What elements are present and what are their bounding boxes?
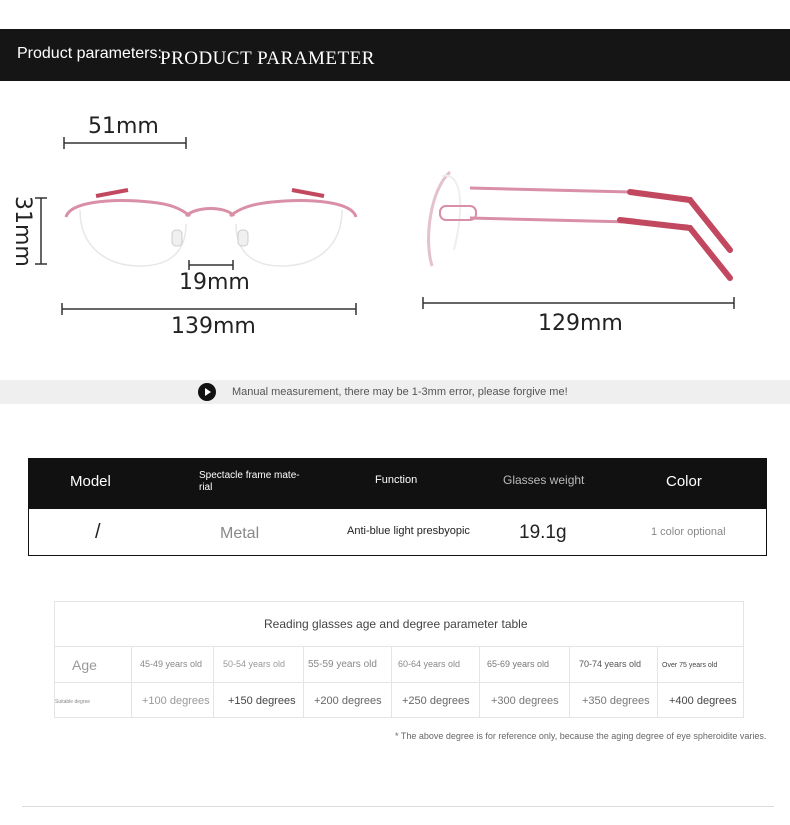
degree-col-5: +300 degrees: [491, 695, 559, 707]
function-value: Anti-blue light presbyopic: [347, 525, 470, 537]
glasses-weight-value: 19.1g: [519, 522, 567, 543]
degree-col-7: +400 degrees: [669, 695, 737, 707]
degree-col-4: +250 degrees: [402, 695, 470, 707]
age-col-2: 50-54 years old: [223, 659, 286, 669]
header-function: Function: [375, 474, 418, 486]
header-glasses-weight: Glasses weight: [503, 473, 585, 487]
lens-height-label: 31mm: [10, 196, 35, 267]
age-col-5: 65-69 years old: [487, 659, 550, 669]
measurement-note-text: Manual measurement, there may be 1-3mm error, please forgive me!: [232, 386, 568, 398]
header-title: PRODUCT PARAMETER: [160, 48, 375, 69]
header-frame-material: Spectacle frame mate-rial: [199, 470, 300, 493]
glasses-side-illustration: [410, 160, 760, 320]
bottom-divider: [22, 806, 774, 807]
age-label: Age: [72, 657, 97, 673]
color-value: 1 color optional: [651, 526, 726, 538]
degree-label: Suitable degree: [55, 699, 91, 705]
temple-length-label: 129mm: [538, 311, 623, 336]
bridge-width-label: 19mm: [179, 270, 250, 295]
degree-col-1: +100 degrees: [142, 695, 210, 707]
age-table-title: Reading glasses age and degree parameter table: [264, 617, 528, 631]
header-model: Model: [70, 473, 111, 490]
play-icon: [198, 383, 216, 401]
header-label: Product parameters:: [17, 45, 162, 62]
age-col-3: 55-59 years old: [308, 659, 377, 670]
age-degree-table: [54, 601, 744, 718]
degree-col-2: +150 degrees: [228, 695, 296, 707]
frame-width-label: 139mm: [171, 314, 256, 339]
model-value: /: [95, 521, 101, 543]
age-col-6: 70-74 years old: [579, 659, 642, 669]
degree-col-6: +350 degrees: [582, 695, 650, 707]
lens-width-label: 51mm: [88, 114, 159, 139]
age-col-4: 60-64 years old: [398, 659, 461, 669]
degree-footnote: * The above degree is for reference only, because the aging degree of eye spheroidite varies.: [395, 731, 767, 741]
product-parameter-table: [28, 458, 767, 556]
glasses-front-illustration: [0, 100, 400, 340]
header-color: Color: [666, 473, 702, 490]
degree-col-3: +200 degrees: [314, 695, 382, 707]
age-col-7: Over 75 years old: [662, 662, 718, 669]
frame-material-value: Metal: [220, 525, 260, 542]
age-col-1: 45-49 years old: [140, 659, 203, 669]
